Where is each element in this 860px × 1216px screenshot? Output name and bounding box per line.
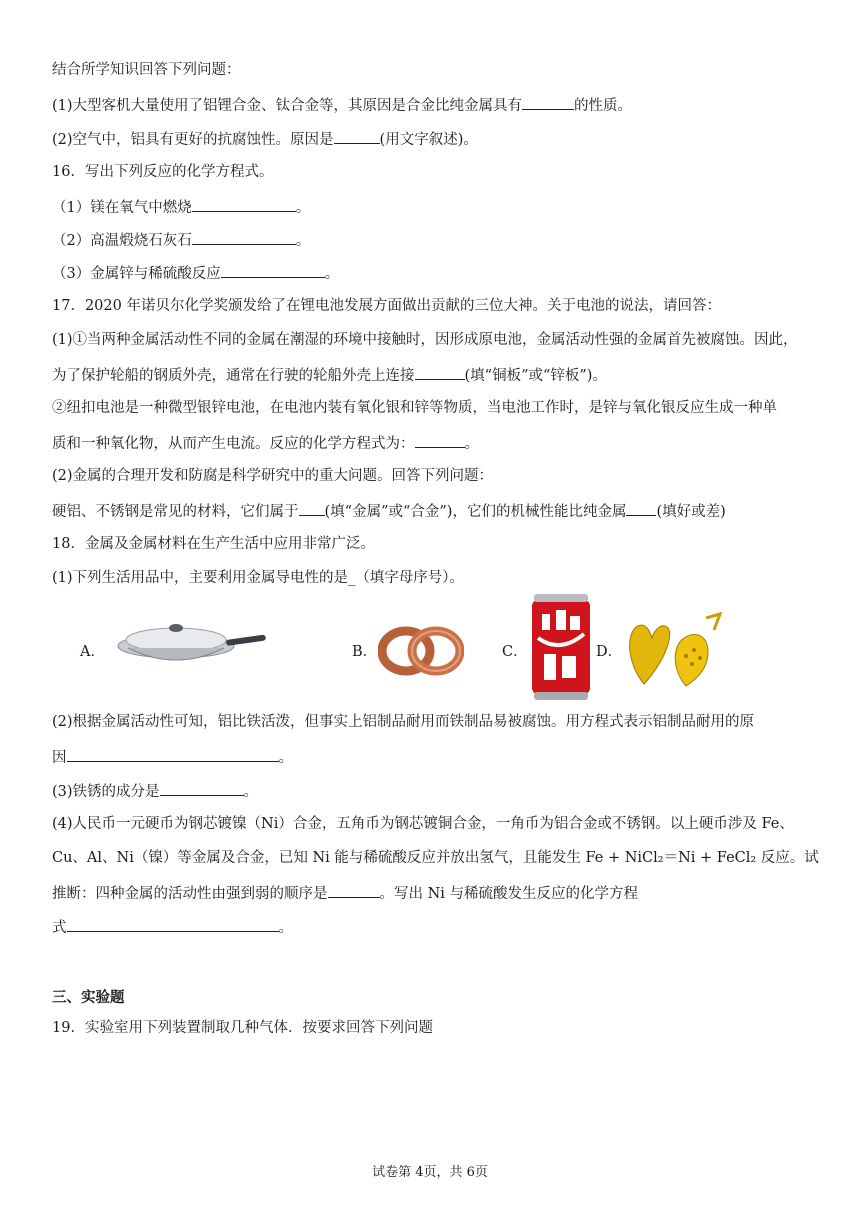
option-c-label: C． [502, 644, 528, 660]
answer-blank [67, 746, 279, 762]
q18-part2-line2: 因 。 [52, 746, 820, 768]
q18-part4-line3: 推断：四种金属的活动性由强到弱的顺序是 。写出 Ni 与稀硫酸发生反应的化学方程 [52, 882, 820, 904]
answer-blank [334, 128, 380, 144]
option-a-label: A． [80, 644, 105, 660]
answer-blank [192, 229, 296, 245]
answer-blank [192, 196, 296, 212]
q18-title: 18．金属及金属材料在生产生活中应用非常广泛。 [52, 536, 375, 552]
q15-part1: (1)大型客机大量使用了铝锂合金、钛合金等，其原因是合金比纯金属具有 的性质。 [52, 94, 820, 116]
q17-part2-question: 硬铝、不锈钢是常见的材料，它们属于 (填“金属”或“合金”)，它们的机械性能比纯金属 (填好或差) [52, 500, 820, 522]
q18-part3: (3)铁锈的成分是 。 [52, 780, 820, 802]
copper-wire-image [378, 626, 464, 676]
intro-text: 结合所学知识回答下列问题： [52, 62, 241, 78]
q18-part4-line2: Cu、Al、Ni（镍）等金属及合金，已知 Ni 能与稀硫酸反应并放出氢气，且能发生 Fe + NiCl₂＝Ni + FeCl₂ 反应。试 [52, 850, 819, 866]
gold-pendants-image [624, 612, 724, 690]
answer-blank [626, 500, 656, 516]
answer-blank [522, 94, 574, 110]
q16-item3: （3）金属锌与稀硫酸反应 。 [52, 262, 820, 284]
option-b-label: B． [352, 644, 378, 660]
option-d-label: D． [596, 644, 623, 660]
q17-title: 17．2020 年诺贝尔化学奖颁发给了在锂电池发展方面做出贡献的三位大神。关于电池的说法，请回答： [52, 298, 721, 314]
q16-item2: （2）高温煅烧石灰石 。 [52, 229, 820, 251]
q18-part1: (1)下列生活用品中，主要利用金属导电性的是_（填字母序号）。 [52, 570, 465, 586]
q18-part2-line1: (2)根据金属活动性可知，铝比铁活泼，但事实上铝制品耐用而铁制品易被腐蚀。用方程式表示铝制品耐用的原 [52, 714, 755, 730]
q17-part1-line4: 质和一种氧化物，从而产生电流。反应的化学方程式为： 。 [52, 432, 820, 454]
answer-blank [221, 262, 325, 278]
answer-blank [299, 500, 325, 516]
q16-item1: （1）镁在氧气中燃烧 。 [52, 196, 820, 218]
q18-part4-line1: (4)人民币一元硬币为钢芯镀镍（Ni）合金，五角币为钢芯镀铜合金，一角币为铝合金或不锈钢。以上硬币涉及 Fe、 [52, 816, 794, 832]
q15-part2: (2)空气中，铝具有更好的抗腐蚀性。原因是 (用文字叙述)。 [52, 128, 820, 150]
section-heading: 三、实验题 [52, 989, 125, 1006]
q17-part1-line1: (1)①当两种金属活动性不同的金属在潮湿的环境中接触时，因形成原电池，金属活动性强的金属首先被腐蚀。因此， [52, 332, 798, 348]
answer-blank [415, 364, 465, 380]
q17-part2: (2)金属的合理开发和防腐是科学研究中的重大问题。回答下列问题： [52, 468, 494, 484]
answer-blank [160, 780, 244, 796]
q18-part4-line4: 式 。 [52, 916, 820, 938]
answer-blank [67, 916, 279, 932]
soda-can-image [530, 594, 592, 700]
wok-pan-image [112, 620, 268, 672]
answer-blank [415, 432, 465, 448]
q19-title: 19．实验室用下列装置制取几种气体．按要求回答下列问题 [52, 1020, 433, 1036]
page-footer: 试卷第 4页，共 6页 [372, 1165, 488, 1180]
q17-part1-line2: 为了保护轮船的钢质外壳，通常在行驶的轮船外壳上连接 (填“铜板”或“锌板”)。 [52, 364, 820, 386]
answer-blank [328, 882, 380, 898]
q16-title: 16．写出下列反应的化学方程式。 [52, 164, 274, 180]
q17-part1-line3: ②纽扣电池是一种微型银锌电池，在电池内装有氧化银和锌等物质，当电池工作时，是锌与氧化银反应生成一种单 [52, 400, 777, 416]
